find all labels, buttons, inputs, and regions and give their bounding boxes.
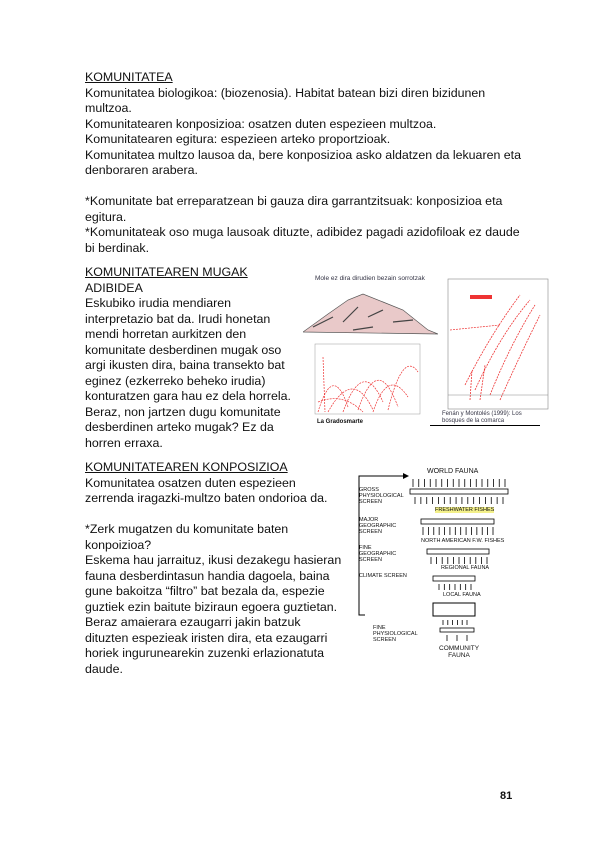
text-line: desberdinen arteko mugak? Ez da bbox=[85, 420, 274, 434]
text-line: dituzten espezieak iristen dira, eta ezaugarri bbox=[85, 630, 328, 645]
mountain-transect-figure bbox=[303, 272, 438, 425]
text-line bbox=[85, 507, 341, 523]
text-line: konturatzen gara hau ez dela horrela. bbox=[85, 389, 291, 403]
text-line: interpretazio bat da. Irudi honetan bbox=[85, 311, 271, 326]
text-line: horren erraxa. bbox=[85, 435, 163, 450]
text-line: Beraz, non jartzen dugu komunitate bbox=[85, 404, 281, 419]
text-line: Eskubiko irudia mendiaren bbox=[85, 296, 232, 310]
text-line: *Komunitateak oso muga lausoak dituzte, adibidez pagadi azidofiloak ez daude bbox=[85, 225, 520, 239]
text-line: eginez (ezkerreko beheko irudia) bbox=[85, 373, 266, 388]
heading-konposizioa: KOMUNITATEAREN KONPOSIZIOA bbox=[85, 460, 288, 474]
screen-label: CLIMATE SCREEN bbox=[359, 573, 407, 579]
page-number: 81 bbox=[500, 790, 513, 802]
screen-label: FINE PHYSIOLOGICAL SCREEN bbox=[373, 625, 418, 643]
figure-caption-right: Fenán y Montolés (1999): Los bosques de la comarca bbox=[442, 411, 522, 424]
text-line: Eskema hau jarraituz, ikusi dezakegu hasieran bbox=[85, 553, 342, 567]
mountain-transect-image bbox=[303, 272, 438, 422]
altitude-zonation-image bbox=[440, 275, 552, 415]
screen-label: FINE GEOGRAPHIC SCREEN bbox=[359, 545, 397, 563]
text-line: bi berdinak. bbox=[85, 240, 150, 255]
text-line: ADIBIDEA bbox=[85, 280, 143, 295]
screen-label: MAJOR GEOGRAPHIC SCREEN bbox=[359, 517, 397, 535]
level-label: REGIONAL FAUNA bbox=[441, 565, 490, 571]
section2-body bbox=[85, 281, 291, 452]
text-line: Komunitatea osatzen duten espezieen bbox=[85, 475, 296, 490]
text-line: egitura. bbox=[85, 209, 127, 224]
text-line: multzoa. bbox=[85, 101, 132, 115]
section1-body bbox=[85, 86, 521, 257]
altitude-zonation-figure bbox=[440, 275, 552, 425]
figure-rule bbox=[430, 425, 540, 426]
heading-komunitatea: KOMUNITATEA bbox=[85, 70, 173, 84]
level-label: LOCAL FAUNA bbox=[443, 592, 481, 598]
text-line: horiek ingurunearekin zuzenki erlazionatuta bbox=[85, 646, 325, 660]
text-line: argi ikusten dira, baina transekto bat bbox=[85, 358, 285, 372]
text-line: *Zerk mugatzen du komunitate baten bbox=[85, 522, 289, 536]
figure-caption-left: La Gradosmarte bbox=[317, 419, 364, 425]
text-line: Komunitatearen konposizioa: osatzen duten espezieen multzoa. bbox=[85, 116, 437, 131]
level-label: NORTH AMERICAN F.W. FISHES bbox=[421, 538, 505, 544]
screen-label: GROSS PHYSIOLOGICAL SCREEN bbox=[359, 487, 404, 505]
text-line: Komunitatea biologikoa: (biozenosia). Habitat batean bizi diren bizidunen bbox=[85, 85, 486, 100]
text-line: Komunitatearen egitura: espezieen arteko proportzioak. bbox=[85, 132, 391, 146]
text-line: gune bakoitza “filtro” bat bezala da, espezie bbox=[85, 584, 325, 598]
world-fauna-label: WORLD FAUNA bbox=[427, 468, 479, 475]
section3-body bbox=[85, 476, 341, 678]
fauna-filter-diagram bbox=[355, 465, 515, 665]
text-line: daude. bbox=[85, 661, 123, 676]
heading-mugak: KOMUNITATEAREN MUGAK bbox=[85, 265, 248, 279]
section-konposizioa bbox=[85, 460, 341, 677]
text-line: komunitate desberdinen mugak oso bbox=[85, 342, 282, 357]
section-komunitatea bbox=[85, 70, 521, 256]
text-line: guztiek ezin baitute biziraun egoera guztietan. bbox=[85, 599, 338, 614]
figure-title: Mole ez dira dirudien bezain sorrotzak bbox=[315, 275, 425, 282]
community-fauna-label: COMMUNITY FAUNA bbox=[439, 645, 480, 659]
text-line: Komunitatea multzo lausoa da, bere konposizioa asko aldatzen da lekuaren eta bbox=[85, 147, 522, 162]
section-mugak bbox=[85, 265, 291, 451]
text-line: denboraren arabera. bbox=[85, 163, 198, 177]
text-line: fauna desberdintasun handia dagoela, baina bbox=[85, 568, 330, 583]
text-line: mendi horretan aurkitzen den bbox=[85, 327, 247, 341]
text-line bbox=[85, 179, 521, 195]
level-label: FRESHWATER FISHES bbox=[435, 507, 495, 513]
text-line: konpoizioa? bbox=[85, 537, 152, 552]
text-line: zerrenda iragazki-multzo baten ondorioa da. bbox=[85, 491, 328, 505]
text-line: Beraz amaierara ezaugarri jakin batzuk bbox=[85, 615, 301, 629]
text-line: *Komunitate bat erreparatzean bi gauza dira garrantzitsuak: konposizioa eta bbox=[85, 194, 503, 208]
